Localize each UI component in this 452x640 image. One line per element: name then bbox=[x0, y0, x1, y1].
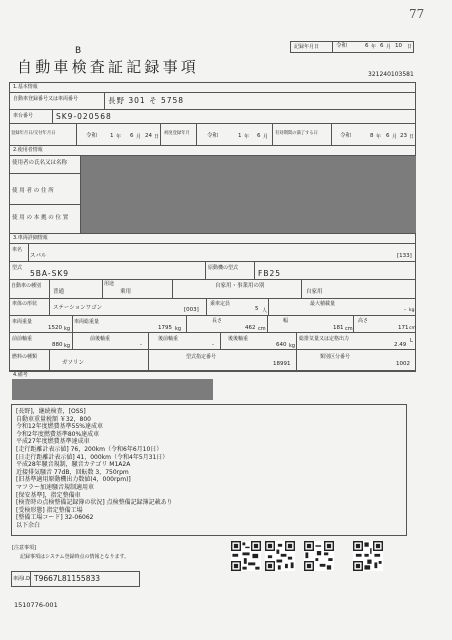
record-date-year-unit: 年 bbox=[371, 44, 377, 50]
weight-unit: kg bbox=[64, 326, 71, 332]
first-reg-month: 6 bbox=[130, 133, 134, 139]
fa-label: 前後軸重 bbox=[90, 336, 111, 342]
first-reg-label: 登録年月日/交付年月日 bbox=[11, 131, 56, 136]
remark-line: [受検形態] 指定整備工場 bbox=[16, 506, 83, 514]
qr-code-3-icon bbox=[304, 541, 334, 571]
record-date-year: 6 bbox=[365, 43, 369, 49]
remarks-list bbox=[16, 408, 173, 530]
width-value: 181 bbox=[333, 325, 344, 331]
kind-value: 普通 bbox=[53, 289, 65, 295]
redacted-user-info bbox=[81, 156, 416, 233]
kind-label: 自動車の種別 bbox=[11, 283, 42, 289]
maker-code: [133] bbox=[397, 253, 412, 259]
doc-number: 321240103581 bbox=[368, 71, 414, 78]
body-label: 車体の形状 bbox=[12, 301, 38, 307]
record-date-era: 令和 bbox=[336, 43, 348, 49]
weight-value: 1520 bbox=[48, 325, 62, 331]
maker-label: 車名 bbox=[12, 247, 23, 253]
car-id-label: 車両I.D bbox=[13, 576, 30, 582]
expiry-day: 23 bbox=[400, 133, 407, 139]
rr-value: 640 bbox=[276, 342, 287, 348]
height-value: 171 bbox=[398, 325, 409, 331]
fuel-value: ガソリン bbox=[62, 360, 85, 366]
body-value: ステーションワゴン bbox=[53, 305, 103, 311]
remark-line: 近接排気騒音 77dB，回転数 3，750rpm bbox=[16, 468, 129, 476]
expiry-era: 令和 bbox=[340, 133, 352, 139]
length-value: 462 bbox=[245, 325, 256, 331]
corner-mark: 77 bbox=[409, 7, 425, 21]
qr-code-4-icon bbox=[353, 541, 383, 571]
width-label: 幅 bbox=[283, 318, 289, 324]
record-date-month: 6 bbox=[380, 43, 384, 49]
remarks-box bbox=[11, 404, 407, 536]
first-year-year: 1 bbox=[238, 133, 242, 139]
first-year-year-unit: 年 bbox=[244, 134, 250, 140]
first-year-era: 令和 bbox=[207, 133, 219, 139]
height-unit: cm bbox=[409, 326, 416, 331]
model-value: 5BA-SK9 bbox=[30, 269, 70, 278]
first-year-month: 6 bbox=[257, 133, 261, 139]
bottom-code: 1510776-001 bbox=[14, 601, 58, 609]
rr-label: 後後軸重 bbox=[228, 336, 249, 342]
record-date-day: 10 bbox=[395, 43, 402, 49]
redacted-remarks bbox=[12, 379, 213, 400]
ff-value: 880 bbox=[52, 342, 63, 348]
remark-line: 自動車重量税額 ￥32，800 bbox=[16, 415, 91, 423]
model-label: 型式 bbox=[12, 265, 23, 271]
expiry-month: 6 bbox=[386, 133, 390, 139]
capacity-label: 乗車定員 bbox=[210, 301, 231, 307]
engine-label: 原動機の型式 bbox=[208, 265, 239, 271]
length-unit: cm bbox=[258, 326, 266, 332]
body-code: [003] bbox=[184, 307, 199, 313]
chassis-label: 車台番号 bbox=[13, 113, 34, 119]
load-value: - bbox=[404, 307, 406, 313]
chassis-value: SK9-020568 bbox=[56, 112, 112, 121]
disp-unit: L bbox=[410, 338, 413, 344]
expiry-year: 8 bbox=[370, 133, 374, 139]
record-date-month-unit: 月 bbox=[386, 44, 392, 50]
user-name-label: 使用者の氏名又は名称 bbox=[12, 160, 68, 166]
first-reg-day-unit: 日 bbox=[154, 134, 160, 140]
first-reg-day: 24 bbox=[145, 133, 152, 139]
letter-b: B bbox=[75, 46, 82, 56]
ff-label: 前前軸重 bbox=[12, 336, 33, 342]
ff-unit: kg bbox=[64, 343, 71, 349]
engine-value: FB25 bbox=[258, 269, 282, 278]
remark-line: [走行距離計表示値] 76，200km（令和6年6月10日） bbox=[16, 445, 163, 453]
qr-code-1-icon bbox=[231, 541, 261, 571]
width-unit: cm bbox=[345, 326, 353, 332]
disp-label: 総排気量又は定格出力 bbox=[299, 336, 350, 342]
page-title: 自動車検査証記録事項 bbox=[17, 58, 200, 76]
qr-code-2-icon bbox=[265, 541, 295, 571]
capacity-value: 5 bbox=[255, 306, 259, 312]
record-date-day-unit: 日 bbox=[407, 44, 413, 50]
class-value: 1002 bbox=[396, 361, 410, 367]
remark-line: 以下余白 bbox=[16, 521, 41, 529]
reg-label: 自動車登録番号又は車両番号 bbox=[13, 96, 79, 102]
remark-line: 平成27年度燃費基準達成車 bbox=[16, 438, 90, 446]
type-no-label: 型式指定番号 bbox=[186, 354, 217, 360]
fa-value: - bbox=[140, 342, 142, 348]
expiry-label: 有効期間の満了する日 bbox=[275, 131, 318, 136]
type-no-value: 18991 bbox=[273, 361, 291, 367]
ra-value: - bbox=[212, 342, 214, 348]
remark-line: [長野]，継続検査，[OSS] bbox=[16, 408, 86, 415]
first-reg-month-unit: 月 bbox=[136, 134, 142, 140]
ra-label: 後前軸重 bbox=[158, 336, 179, 342]
gross-label: 車両総重量 bbox=[74, 319, 100, 325]
first-reg-year-unit: 年 bbox=[116, 134, 122, 140]
expiry-day-unit: 日 bbox=[409, 134, 415, 140]
use-label: 用途 bbox=[104, 281, 115, 287]
remark-line: 令和12年度燃費基準55%達成車 bbox=[16, 423, 103, 431]
remark-line: 令和2年度燃費基準80%達成車 bbox=[16, 430, 100, 438]
remark-line: [保安基準]，指定整備車 bbox=[16, 491, 81, 499]
load-unit: kg bbox=[409, 308, 415, 313]
private-value: 自家用 bbox=[306, 289, 323, 295]
notice-label: [注意事項] bbox=[12, 545, 36, 551]
disp-value: 2.49 bbox=[394, 342, 407, 348]
section-remarks: 4.備考 bbox=[13, 372, 28, 378]
rr-unit: kg bbox=[289, 343, 296, 349]
use-value: 乗用 bbox=[120, 289, 132, 295]
user-base-label: 使 用 の 本 拠 の 位 置 bbox=[12, 215, 69, 221]
remark-line: 平成28年騒音規制，騒音カテゴリ M1A2A bbox=[16, 461, 131, 469]
remark-line: [旧基準適用原動機出力数値(4，000rpm)] bbox=[16, 476, 131, 484]
private-label: 自家用・事業用の別 bbox=[215, 283, 265, 289]
fuel-label: 燃料の種類 bbox=[12, 354, 38, 360]
weight-label: 車両重量 bbox=[12, 319, 33, 325]
expiry-year-unit: 年 bbox=[376, 134, 382, 140]
reg-value: 長野 301 そ 5758 bbox=[108, 96, 185, 105]
first-year-label: 初度登録年月 bbox=[164, 131, 190, 136]
user-address-label: 使 用 者 の 住 所 bbox=[12, 188, 54, 194]
remark-line: [検査時の点検整備記録簿の状況] 点検整備記録簿記載あり bbox=[16, 499, 173, 507]
first-reg-era: 令和 bbox=[86, 133, 98, 139]
height-label: 高さ bbox=[358, 318, 369, 324]
car-id-value: T9667L81155833 bbox=[34, 574, 101, 583]
section-user: 2.使用者情報 bbox=[13, 147, 43, 153]
gross-value: 1795 bbox=[158, 325, 172, 331]
record-date-label: 記録年月日 bbox=[294, 44, 320, 50]
remark-line: [整備工場コード] 32-06062 bbox=[16, 514, 94, 522]
load-label: 最大積載量 bbox=[310, 301, 336, 307]
expiry-month-unit: 月 bbox=[392, 134, 398, 140]
notice-text: 記録事項はシステム登録時点の情報となります。 bbox=[20, 554, 130, 560]
remark-line: [日走行距離計表示値] 41，000km（令和4年5月31日） bbox=[16, 453, 169, 461]
gross-unit: kg bbox=[175, 326, 182, 332]
first-year-month-unit: 月 bbox=[263, 134, 269, 140]
first-reg-year: 1 bbox=[110, 133, 114, 139]
maker-value: スバル bbox=[30, 253, 47, 259]
capacity-unit: 人 bbox=[262, 308, 268, 314]
remark-line: マフラー加速騒音規制適用車 bbox=[16, 483, 95, 491]
section-basic: 1.基本情報 bbox=[13, 84, 38, 90]
section-vehicle: 3.車両詳細情報 bbox=[13, 235, 48, 241]
length-label: 長さ bbox=[212, 318, 223, 324]
class-label: 類別区分番号 bbox=[320, 354, 351, 360]
